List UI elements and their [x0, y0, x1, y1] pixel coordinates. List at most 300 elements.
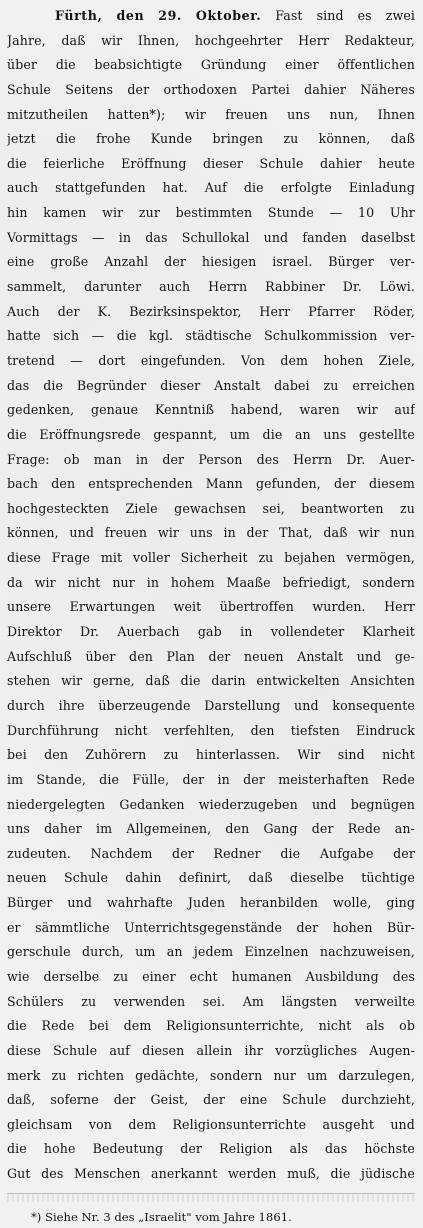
word: daß [323, 525, 348, 541]
word: der [127, 81, 150, 97]
word: echt [189, 968, 218, 984]
text-line [7, 866, 415, 891]
word: sind [316, 8, 344, 23]
word: das [325, 1141, 348, 1157]
word: stattgefunden [55, 180, 146, 196]
word: wolle, [332, 895, 372, 911]
word: der [113, 1092, 136, 1108]
word: sondern [362, 574, 415, 590]
word: nun, [329, 106, 359, 122]
word: Herr [298, 32, 329, 48]
word: in [118, 229, 132, 245]
word: sondern [209, 1067, 263, 1083]
word: auf [109, 1042, 130, 1058]
text-line [7, 275, 415, 300]
word: zu [400, 500, 415, 516]
word: städtische [185, 328, 252, 344]
word: eine [239, 1092, 268, 1108]
word: gefunden, [255, 476, 321, 492]
word: zu [323, 377, 339, 393]
word: Aufschluß [7, 648, 72, 664]
word: nun [390, 525, 415, 541]
word: hatten*); [107, 106, 166, 122]
word: Ausbildung [305, 968, 379, 984]
word: daß [390, 131, 415, 147]
word: Maaße [226, 574, 271, 590]
word: zudeuten. [7, 845, 71, 861]
text-line [7, 940, 415, 965]
word: dem [128, 1116, 157, 1132]
word: Am [242, 993, 264, 1009]
word: befriedigt, [282, 574, 351, 590]
word: feierliche [43, 155, 105, 171]
word: der [243, 771, 265, 787]
word: wahrhafte [106, 895, 173, 911]
word: und [67, 895, 92, 911]
word: Eindruck [355, 722, 415, 738]
word: eine [7, 254, 35, 270]
word: kgl. [148, 328, 174, 344]
dateline-word: 29. [158, 8, 182, 23]
word: Jahre, [7, 32, 46, 48]
word: dahier [304, 81, 346, 97]
word: gedenken, [7, 402, 75, 418]
word: gleichsam [7, 1116, 73, 1132]
word: diesem [368, 476, 415, 492]
word: Aufgabe [319, 845, 374, 861]
word: Menschen [73, 1166, 141, 1182]
word: des [392, 968, 415, 984]
word: im [7, 771, 24, 787]
text-line [7, 916, 415, 941]
word: die [243, 180, 264, 196]
word: ob [399, 1018, 415, 1034]
word: ihr [244, 1042, 263, 1058]
word: anerkannt [151, 1166, 218, 1182]
text-line [7, 571, 415, 596]
word: hat. [162, 180, 188, 196]
text-line [7, 398, 415, 423]
word: der [172, 845, 194, 861]
word: und [263, 229, 289, 245]
word: der [393, 845, 415, 861]
word: zu [283, 131, 299, 147]
text-line [7, 1113, 415, 1138]
word: bei [7, 747, 27, 763]
word: gerne, [93, 673, 135, 689]
word: entsprechenden [88, 476, 193, 492]
word: einer [285, 57, 319, 73]
text-line [7, 546, 415, 571]
word: über [7, 57, 38, 73]
word: Ziele [125, 500, 158, 516]
word: Herr [259, 303, 291, 319]
word: Sicherheit [180, 550, 248, 566]
word: bejahen [284, 550, 336, 566]
text-line [7, 472, 415, 497]
word: die [116, 328, 137, 344]
word: in [217, 771, 230, 787]
word: jedem [193, 944, 234, 960]
word: merk [7, 1067, 41, 1083]
text-line [7, 669, 415, 694]
word: Schule [259, 155, 304, 171]
word: in [146, 574, 160, 590]
word: diese [7, 550, 41, 566]
word: er [7, 919, 21, 935]
text-line [7, 250, 415, 275]
word: auf [394, 402, 415, 418]
text-line [7, 497, 415, 522]
text-line [7, 793, 415, 818]
word: in [223, 525, 236, 541]
word: uns [7, 821, 30, 837]
word: waren [299, 402, 340, 418]
word: Näheres [360, 81, 415, 97]
word: dieser [202, 155, 244, 171]
word: fanden [302, 229, 347, 245]
word: genaue [90, 402, 139, 418]
word: richten [77, 1067, 125, 1083]
word: um [307, 1067, 328, 1083]
word: Geist, [150, 1092, 189, 1108]
word: der [208, 648, 231, 664]
word: der [182, 771, 205, 787]
word: soferne [50, 1092, 99, 1108]
word: können, [318, 131, 371, 147]
word: hatte [7, 328, 41, 344]
word: um [229, 426, 250, 442]
text-line [7, 521, 415, 546]
word: Redakteur, [344, 32, 415, 48]
word: dahin [125, 870, 162, 886]
word: Bezirksinspektor, [129, 303, 242, 319]
word: uns [189, 525, 213, 541]
word: Herrn [293, 451, 333, 467]
word: Einzelnen [244, 944, 309, 960]
word: Röder, [373, 303, 415, 319]
word: Löwi. [379, 279, 415, 295]
word: niedergelegten [7, 796, 106, 812]
word: eingefunden. [140, 352, 226, 368]
word: Religionsunterrichte, [166, 1018, 304, 1034]
word: den [250, 722, 275, 738]
word: dieselbe [290, 870, 344, 886]
word: uns [323, 426, 347, 442]
word: heranbilden [240, 895, 319, 911]
word: können, [7, 525, 59, 541]
word: ausgeht [322, 1116, 374, 1132]
word: Frage [51, 550, 91, 566]
word: dem [280, 352, 309, 368]
word: Schullokal [181, 229, 250, 245]
word: Schule [7, 81, 51, 97]
word: hin [7, 205, 28, 221]
word: hochgesteckten [7, 500, 110, 516]
text-line [7, 694, 415, 719]
word: Schülers [7, 993, 64, 1009]
word: die [330, 1166, 351, 1182]
word: freuen [104, 525, 148, 541]
word: verweilte [354, 993, 415, 1009]
word: Redner [213, 845, 261, 861]
word: öffentlichen [337, 57, 415, 73]
word: vermögen, [346, 550, 415, 566]
word: Stande, [36, 771, 86, 787]
text-line [7, 1162, 415, 1187]
text-line [7, 1064, 415, 1089]
word: Auer- [379, 451, 415, 467]
word: zur [138, 205, 160, 221]
word: beantworten [301, 500, 384, 516]
word: als [289, 1141, 308, 1157]
word: hohen [332, 919, 373, 935]
word: als [366, 1018, 385, 1034]
word: der [164, 254, 186, 270]
word: Schule [282, 1092, 327, 1108]
text-line [7, 349, 415, 374]
word: die [7, 426, 27, 442]
word: Pfarrer [308, 303, 356, 319]
text-line [7, 990, 415, 1015]
word: Bürger [7, 895, 53, 911]
word: Gründung [200, 57, 267, 73]
word: freuen [225, 106, 268, 122]
word: wir [102, 205, 124, 221]
word: erfolgte [280, 180, 332, 196]
text-line [7, 201, 415, 226]
dateline-word: den [116, 8, 145, 23]
word: Bürger [328, 254, 374, 270]
word: der [203, 1092, 225, 1108]
word: hohen [323, 352, 364, 368]
word: Stunde [267, 205, 314, 221]
word: diesen [142, 1042, 185, 1058]
word: Durchführung [7, 722, 99, 738]
word: beabsichtigte [94, 57, 183, 73]
word: hohe [43, 1141, 76, 1157]
word: neuen [243, 648, 284, 664]
dateline-word: Fürth, [55, 8, 103, 23]
word: in [240, 624, 253, 640]
word: daß [145, 673, 170, 689]
text-line [7, 645, 415, 670]
word: die [55, 57, 76, 73]
word: der [296, 919, 319, 935]
word: das [145, 229, 168, 245]
word: große [50, 254, 89, 270]
word: hiesigen [201, 254, 257, 270]
word: des [256, 451, 279, 467]
word: der [333, 476, 356, 492]
text-line [7, 176, 415, 201]
word: sämmtliche [35, 919, 110, 935]
dateline-word: Oktober. [195, 8, 262, 23]
word: Klarheit [362, 624, 415, 640]
word: die [180, 673, 201, 689]
word: Erwartungen [69, 599, 156, 615]
word: Dr. [346, 451, 366, 467]
word: Fast [275, 8, 303, 23]
word: übertroffen [219, 599, 294, 615]
word: heute [378, 155, 415, 171]
word: entwickelten [256, 673, 340, 689]
word: Schule [53, 1042, 98, 1058]
word: und [390, 1116, 415, 1132]
word: neuen [7, 870, 47, 886]
text-line [7, 1039, 415, 1064]
word: die [280, 845, 301, 861]
word: Rede [382, 771, 415, 787]
word: Herr [384, 599, 415, 615]
word: Religionsunterrichte [172, 1116, 307, 1132]
word: Mann [205, 476, 243, 492]
word: Bedeutung [92, 1141, 164, 1157]
word: des [41, 1166, 64, 1182]
text-line [7, 300, 415, 325]
word: das [7, 377, 30, 393]
word: sei, [262, 500, 285, 516]
word: durch [7, 697, 45, 713]
word: und [294, 697, 319, 713]
word: gab [197, 624, 222, 640]
word: Einladung [348, 180, 415, 196]
word: Schule [64, 870, 109, 886]
word: unsere [7, 599, 52, 615]
word: begnügen [350, 796, 415, 812]
text-line [7, 324, 415, 349]
word: meisterhaften [278, 771, 369, 787]
text-line [7, 817, 415, 842]
word: die [55, 131, 76, 147]
word: vollendeter [270, 624, 345, 640]
word: Ihnen [377, 106, 415, 122]
word: gerschule [7, 944, 71, 960]
word: Zuhörern [85, 747, 147, 763]
word: ver- [389, 328, 415, 344]
word: gestellte [358, 426, 415, 442]
word: Gedanken [119, 796, 185, 812]
word: zu [81, 993, 97, 1009]
text-line [7, 842, 415, 867]
word: sei. [202, 993, 226, 1009]
word: dahier [319, 155, 362, 171]
word: wir [157, 525, 180, 541]
word: Eröffnung [121, 155, 187, 171]
word: Herrn [208, 279, 248, 295]
word: die [43, 377, 64, 393]
word: Darstellung [204, 697, 281, 713]
word: und [311, 796, 337, 812]
word: und [356, 648, 382, 664]
word: Ihnen, [137, 32, 180, 48]
word: hinterlassen. [195, 747, 281, 763]
word: — [70, 352, 83, 368]
word: Begründer [76, 377, 147, 393]
word: voller [133, 550, 170, 566]
word: in [135, 451, 149, 467]
word: darzulegen, [338, 1067, 415, 1083]
word: uns [287, 106, 311, 122]
word: Rede [347, 821, 381, 837]
word: verwenden [113, 993, 186, 1009]
word: den [51, 476, 76, 492]
word: derselbe [43, 968, 100, 984]
text-line [7, 127, 415, 152]
word: dieser [160, 377, 201, 393]
text-line [7, 1014, 415, 1039]
word: Nachdem [90, 845, 153, 861]
word: Fülle, [132, 771, 170, 787]
word: Direktor [7, 624, 62, 640]
word: nicht [67, 574, 101, 590]
word: Anzahl [104, 254, 149, 270]
word: gespannt, [153, 426, 218, 442]
word: um [135, 944, 156, 960]
word: daß [248, 870, 273, 886]
word: dabei [274, 377, 310, 393]
word: der [180, 1141, 203, 1157]
text-line [7, 226, 415, 251]
word: kamen [43, 205, 87, 221]
word: überzeugende [98, 697, 191, 713]
word: Kunde [150, 131, 193, 147]
text-line [7, 4, 415, 29]
word: zwei [385, 8, 415, 23]
word: definirt, [178, 870, 232, 886]
word: mitzutheilen [7, 106, 89, 122]
word: wir [34, 574, 56, 590]
word: vorzügliches [275, 1042, 358, 1058]
word: Schulkommission [264, 328, 378, 344]
word: nur [273, 1067, 296, 1083]
text-line [7, 374, 415, 399]
word: die [262, 426, 283, 442]
word: Gang [263, 821, 298, 837]
word: Uhr [389, 205, 415, 221]
word: Rabbiner [265, 279, 325, 295]
word: höchste [364, 1141, 415, 1157]
word: mit [100, 550, 123, 566]
word: wir [356, 402, 378, 418]
word: der [311, 821, 334, 837]
text-line [7, 620, 415, 645]
word: Religion [219, 1141, 273, 1157]
text-line [7, 152, 415, 177]
text-line [7, 53, 415, 78]
word: über [85, 648, 116, 664]
word: der [162, 451, 185, 467]
word: wiederzugeben [198, 796, 298, 812]
word: es [357, 8, 372, 23]
word: Ziele, [378, 352, 415, 368]
word: dem [123, 1018, 152, 1034]
text-line [7, 103, 415, 128]
word: Anstalt [297, 648, 344, 664]
word: die [7, 1141, 27, 1157]
word: man [93, 451, 122, 467]
word: gewachsen [174, 500, 247, 516]
word: nur [112, 574, 135, 590]
text-line [7, 448, 415, 473]
word: Vormittags [7, 229, 78, 245]
word: That, [279, 525, 313, 541]
word: humanen [231, 968, 292, 984]
word: werden [228, 1166, 277, 1182]
word: daß, [7, 1092, 36, 1108]
word: einer [142, 968, 176, 984]
word: Auch [7, 303, 40, 319]
